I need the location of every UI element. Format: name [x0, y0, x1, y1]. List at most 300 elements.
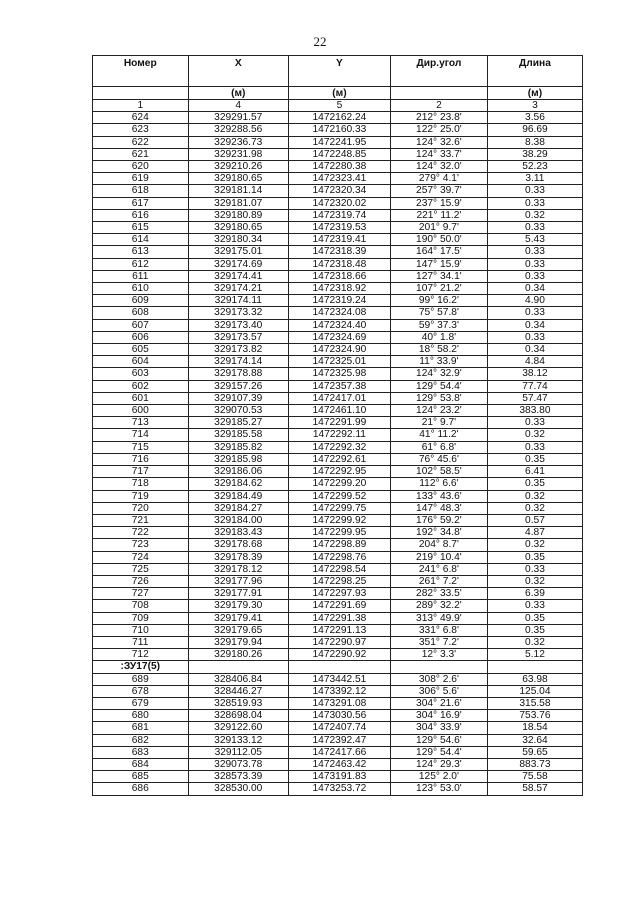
- cell-y: 1472292.95: [288, 466, 390, 478]
- cell-length: 0.35: [487, 478, 582, 490]
- cell-x: 329157.26: [188, 380, 288, 392]
- cell-number: 678: [93, 685, 189, 697]
- cell-length: 57.47: [487, 392, 582, 404]
- cell-x: 329177.96: [188, 575, 288, 587]
- cell-length: 0.32: [487, 636, 582, 648]
- cell-x: 329181.07: [188, 197, 288, 209]
- cell-x: 328530.00: [188, 783, 288, 795]
- cell-direction-angle: 107° 21.2': [390, 283, 487, 295]
- cell-y: 1472291.38: [288, 612, 390, 624]
- cell-y: 1472298.25: [288, 575, 390, 587]
- cell-x: 329073.78: [188, 758, 288, 770]
- cell-length: 38.29: [487, 148, 582, 160]
- cell-direction-angle: 279° 4.1': [390, 173, 487, 185]
- cell-y: 1472325.01: [288, 356, 390, 368]
- cell-direction-angle: 124° 32.6': [390, 136, 487, 148]
- cell-direction-angle: 289° 32.2': [390, 600, 487, 612]
- cell-y: 1472324.08: [288, 307, 390, 319]
- cell-number: 684: [93, 758, 189, 770]
- table-row: [93, 136, 583, 148]
- cell-length: 0.33: [487, 197, 582, 209]
- header-length: Длина: [487, 56, 582, 87]
- cell-length: 96.69: [487, 124, 582, 136]
- cell-length: 0.33: [487, 246, 582, 258]
- cell-y: 1472297.93: [288, 588, 390, 600]
- cell-x: 329185.82: [188, 441, 288, 453]
- table-row: [93, 673, 583, 685]
- cell-direction-angle: 308° 2.6': [390, 673, 487, 685]
- table-row: [93, 783, 583, 795]
- cell-x: 329173.57: [188, 331, 288, 343]
- cell-direction-angle: 190° 50.0': [390, 234, 487, 246]
- table-row: [93, 246, 583, 258]
- cell-x: 328519.93: [188, 697, 288, 709]
- cell-x: 329122.60: [188, 722, 288, 734]
- table-row: [93, 161, 583, 173]
- cell-number: 623: [93, 124, 189, 136]
- cell-y: 1473392.12: [288, 685, 390, 697]
- cell-number: 615: [93, 222, 189, 234]
- cell-direction-angle: 124° 29.3': [390, 758, 487, 770]
- cell-direction-angle: 257° 39.7': [390, 185, 487, 197]
- table-row: [93, 563, 583, 575]
- cell-direction-angle: 12° 3.3': [390, 649, 487, 661]
- table-row: [93, 197, 583, 209]
- cell-length: 63.98: [487, 673, 582, 685]
- header-number: Номер: [93, 56, 189, 87]
- cell-x: 329133.12: [188, 734, 288, 746]
- table-row: [93, 112, 583, 124]
- cell-y: 1472291.99: [288, 417, 390, 429]
- cell-number: 613: [93, 246, 189, 258]
- cell-length: 8.38: [487, 136, 582, 148]
- cell-direction-angle: 59° 37.3': [390, 319, 487, 331]
- header-x: X: [188, 56, 288, 87]
- cell-y: 1472291.13: [288, 624, 390, 636]
- cell-direction-angle: 99° 16.2': [390, 295, 487, 307]
- cell-y: 1472320.34: [288, 185, 390, 197]
- table-row: [93, 209, 583, 221]
- cell-direction-angle: 112° 6.6': [390, 478, 487, 490]
- cell-number: 624: [93, 112, 189, 124]
- cell-direction-angle: 41° 11.2': [390, 429, 487, 441]
- cell-length: 32.64: [487, 734, 582, 746]
- cell-number: 607: [93, 319, 189, 331]
- cell-y: 1472318.48: [288, 258, 390, 270]
- cell-number: 617: [93, 197, 189, 209]
- cell-x: 329070.53: [188, 405, 288, 417]
- cell-y: 1472324.90: [288, 344, 390, 356]
- cell-x: 329184.62: [188, 478, 288, 490]
- cell-direction-angle: 124° 33.7': [390, 148, 487, 160]
- cell-length: 0.35: [487, 612, 582, 624]
- cell-number: 680: [93, 710, 189, 722]
- cell-x: 329112.05: [188, 746, 288, 758]
- cell-y: 1472417.01: [288, 392, 390, 404]
- cell-length: 75.58: [487, 771, 582, 783]
- cell-x: 329210.26: [188, 161, 288, 173]
- cell-number: 719: [93, 490, 189, 502]
- cell-length: 0.32: [487, 502, 582, 514]
- table-row: [93, 466, 583, 478]
- table-row: [93, 392, 583, 404]
- table-row: [93, 575, 583, 587]
- table-row: [93, 417, 583, 429]
- cell-number: 620: [93, 161, 189, 173]
- cell-number: 622: [93, 136, 189, 148]
- cell-x: 329178.39: [188, 551, 288, 563]
- table-row: [93, 612, 583, 624]
- cell-y: 1472290.97: [288, 636, 390, 648]
- cell-direction-angle: 18° 58.2': [390, 344, 487, 356]
- cell-direction-angle: 164° 17.5': [390, 246, 487, 258]
- cell-x: 329178.12: [188, 563, 288, 575]
- table-row: [93, 771, 583, 783]
- cell-x: 329178.88: [188, 368, 288, 380]
- table-row: [93, 588, 583, 600]
- cell-direction-angle: 351° 7.2': [390, 636, 487, 648]
- cell-number: 679: [93, 697, 189, 709]
- cell-length: 0.34: [487, 344, 582, 356]
- cell-x: 329174.14: [188, 356, 288, 368]
- cell-number: 711: [93, 636, 189, 648]
- table-row: [93, 368, 583, 380]
- cell-y: 5: [288, 100, 390, 112]
- table-row: [93, 697, 583, 709]
- cell-number: 725: [93, 563, 189, 575]
- cell-length: 0.34: [487, 283, 582, 295]
- cell-number: 600: [93, 405, 189, 417]
- table-row: [93, 331, 583, 343]
- cell-x: 329174.69: [188, 258, 288, 270]
- table-row: [93, 222, 583, 234]
- table-row: [93, 746, 583, 758]
- cell-y: 1472325.98: [288, 368, 390, 380]
- cell-length: 6.41: [487, 466, 582, 478]
- cell-length: 5.12: [487, 649, 582, 661]
- table-row: [93, 758, 583, 770]
- cell-direction-angle: 219° 10.4': [390, 551, 487, 563]
- cell-y: 1472160.33: [288, 124, 390, 136]
- cell-direction-angle: 204° 8.7': [390, 539, 487, 551]
- table-row: [93, 502, 583, 514]
- cell-y: 1472320.02: [288, 197, 390, 209]
- table-row: [93, 429, 583, 441]
- table-row: [93, 685, 583, 697]
- cell-length: 383.80: [487, 405, 582, 417]
- cell-direction-angle: 237° 15.9': [390, 197, 487, 209]
- cell-y: 1472417.66: [288, 746, 390, 758]
- cell-direction-angle: 261° 7.2': [390, 575, 487, 587]
- cell-direction-angle: 124° 32.0': [390, 161, 487, 173]
- cell-direction-angle: 129° 54.4': [390, 380, 487, 392]
- cell-y: 1472162.24: [288, 112, 390, 124]
- cell-number: 722: [93, 527, 189, 539]
- cell-y: 1472280.38: [288, 161, 390, 173]
- cell-x: 329185.98: [188, 453, 288, 465]
- page-number: 22: [313, 34, 327, 49]
- cell-y: 1472319.41: [288, 234, 390, 246]
- cell-number: 609: [93, 295, 189, 307]
- cell-x: 329231.98: [188, 148, 288, 160]
- cell-length: 0.34: [487, 319, 582, 331]
- table-row: [93, 624, 583, 636]
- header-y: Y: [288, 56, 390, 87]
- cell-x: 329184.27: [188, 502, 288, 514]
- cell-direction-angle: 304° 33.9': [390, 722, 487, 734]
- cell-y: 1472318.39: [288, 246, 390, 258]
- cell-x: 329179.94: [188, 636, 288, 648]
- table-row: [93, 722, 583, 734]
- table-row: [93, 307, 583, 319]
- cell-x: 329291.57: [188, 112, 288, 124]
- header-direction-angle: Дир.угол: [390, 56, 487, 87]
- cell-x: 329180.34: [188, 234, 288, 246]
- cell-direction-angle: 123° 53.0': [390, 783, 487, 795]
- empty-cell: [188, 661, 288, 673]
- cell-length: 3: [487, 100, 582, 112]
- cell-x: 329184.00: [188, 514, 288, 526]
- cell-x: 328573.39: [188, 771, 288, 783]
- cell-length: 18.54: [487, 722, 582, 734]
- cell-x: 328406.84: [188, 673, 288, 685]
- cell-y: 1472463.42: [288, 758, 390, 770]
- section-label: :ЗУ17(5): [93, 661, 189, 673]
- cell-direction-angle: 122° 25.0': [390, 124, 487, 136]
- table-row: [93, 490, 583, 502]
- cell-number: 715: [93, 441, 189, 453]
- cell-direction-angle: 212° 23.8': [390, 112, 487, 124]
- cell-length: 38.12: [487, 368, 582, 380]
- cell-length: 0.33: [487, 307, 582, 319]
- cell-length: 4.90: [487, 295, 582, 307]
- cell-number: 710: [93, 624, 189, 636]
- cell-number: 603: [93, 368, 189, 380]
- cell-direction-angle: 304° 16.9': [390, 710, 487, 722]
- cell-direction-angle: 102° 58.5': [390, 466, 487, 478]
- cell-x: 329174.41: [188, 270, 288, 282]
- cell-x: 329173.82: [188, 344, 288, 356]
- cell-x: 329288.56: [188, 124, 288, 136]
- cell-length: 58.57: [487, 783, 582, 795]
- cell-length: 0.33: [487, 258, 582, 270]
- cell-y: 1472299.75: [288, 502, 390, 514]
- cell-length: 77.74: [487, 380, 582, 392]
- cell-number: 606: [93, 331, 189, 343]
- cell-x: 329178.68: [188, 539, 288, 551]
- table-row: [93, 600, 583, 612]
- cell-number: 718: [93, 478, 189, 490]
- cell-y: 1472324.40: [288, 319, 390, 331]
- cell-number: 610: [93, 283, 189, 295]
- cell-number: 619: [93, 173, 189, 185]
- cell-length: 0.32: [487, 209, 582, 221]
- cell-number: 621: [93, 148, 189, 160]
- cell-y: 1472319.74: [288, 209, 390, 221]
- cell-number: 713: [93, 417, 189, 429]
- table-row: [93, 319, 583, 331]
- cell-y: 1472461.10: [288, 405, 390, 417]
- table-row: [93, 478, 583, 490]
- cell-number: 605: [93, 344, 189, 356]
- cell-number: 681: [93, 722, 189, 734]
- cell-x: 329173.40: [188, 319, 288, 331]
- cell-number: 618: [93, 185, 189, 197]
- table-row: [93, 124, 583, 136]
- cell-length: 0.35: [487, 624, 582, 636]
- cell-direction-angle: 21° 9.7': [390, 417, 487, 429]
- cell-y: 1472290.92: [288, 649, 390, 661]
- empty-cell: [487, 661, 582, 673]
- cell-x: 329180.65: [188, 222, 288, 234]
- cell-x: 329183.43: [188, 527, 288, 539]
- cell-number: 714: [93, 429, 189, 441]
- cell-number: 608: [93, 307, 189, 319]
- cell-direction-angle: 306° 5.6': [390, 685, 487, 697]
- cell-direction-angle: 221° 11.2': [390, 209, 487, 221]
- cell-length: 0.33: [487, 331, 582, 343]
- cell-number: 686: [93, 783, 189, 795]
- cell-number: 723: [93, 539, 189, 551]
- cell-x: 329184.49: [188, 490, 288, 502]
- cell-length: 6.39: [487, 588, 582, 600]
- cell-number: 1: [93, 100, 189, 112]
- cell-y: 1472292.61: [288, 453, 390, 465]
- table-row: [93, 539, 583, 551]
- cell-x: 329180.89: [188, 209, 288, 221]
- table-row: [93, 234, 583, 246]
- cell-direction-angle: 124° 23.2': [390, 405, 487, 417]
- cell-number: 709: [93, 612, 189, 624]
- cell-y: 1472319.53: [288, 222, 390, 234]
- cell-x: 329236.73: [188, 136, 288, 148]
- cell-x: 329180.65: [188, 173, 288, 185]
- cell-length: 0.33: [487, 270, 582, 282]
- cell-direction-angle: 129° 54.4': [390, 746, 487, 758]
- table-row: [93, 405, 583, 417]
- cell-x: 329174.11: [188, 295, 288, 307]
- table-row: [93, 710, 583, 722]
- cell-direction-angle: 124° 32.9': [390, 368, 487, 380]
- cell-number: 726: [93, 575, 189, 587]
- cell-length: 315.58: [487, 697, 582, 709]
- cell-x: 329179.41: [188, 612, 288, 624]
- cell-direction-angle: 192° 34.8': [390, 527, 487, 539]
- cell-x: 328698.04: [188, 710, 288, 722]
- cell-number: 716: [93, 453, 189, 465]
- cell-length: 0.33: [487, 441, 582, 453]
- cell-direction-angle: 304° 21.6': [390, 697, 487, 709]
- cell-length: 0.33: [487, 417, 582, 429]
- cell-y: 1473030.56: [288, 710, 390, 722]
- cell-x: 329175.01: [188, 246, 288, 258]
- cell-y: 1473442.51: [288, 673, 390, 685]
- table-row: [93, 527, 583, 539]
- unit-x: (м): [188, 87, 288, 100]
- cell-number: 720: [93, 502, 189, 514]
- cell-number: 727: [93, 588, 189, 600]
- table-row: [93, 344, 583, 356]
- cell-y: 1472298.76: [288, 551, 390, 563]
- table-body: [93, 100, 583, 796]
- cell-y: 1472318.66: [288, 270, 390, 282]
- cell-length: 0.33: [487, 185, 582, 197]
- cell-y: 1472292.11: [288, 429, 390, 441]
- table-row: [93, 453, 583, 465]
- cell-x: 329177.91: [188, 588, 288, 600]
- cell-x: 329174.21: [188, 283, 288, 295]
- cell-x: 329173.32: [188, 307, 288, 319]
- table-row: [93, 283, 583, 295]
- cell-x: 329186.06: [188, 466, 288, 478]
- cell-length: 0.32: [487, 575, 582, 587]
- cell-number: 685: [93, 771, 189, 783]
- cell-length: 3.56: [487, 112, 582, 124]
- cell-y: 1473191.83: [288, 771, 390, 783]
- cell-direction-angle: 313° 49.9': [390, 612, 487, 624]
- cell-y: 1472299.95: [288, 527, 390, 539]
- header-row: [93, 56, 583, 87]
- cell-length: 3.11: [487, 173, 582, 185]
- cell-length: 4.84: [487, 356, 582, 368]
- cell-length: 0.33: [487, 600, 582, 612]
- cell-x: 329180.26: [188, 649, 288, 661]
- cell-length: 883.73: [487, 758, 582, 770]
- cell-number: 689: [93, 673, 189, 685]
- table-row: [93, 649, 583, 661]
- cell-length: 59.65: [487, 746, 582, 758]
- cell-x: 329179.30: [188, 600, 288, 612]
- cell-y: 1472299.92: [288, 514, 390, 526]
- table-row: [93, 380, 583, 392]
- cell-y: 1472248.85: [288, 148, 390, 160]
- cell-number: 601: [93, 392, 189, 404]
- cell-length: 0.35: [487, 551, 582, 563]
- cell-direction-angle: 11° 33.9': [390, 356, 487, 368]
- unit-length: (м): [487, 87, 582, 100]
- cell-y: 1472324.69: [288, 331, 390, 343]
- cell-number: 604: [93, 356, 189, 368]
- cell-length: 0.32: [487, 539, 582, 551]
- cell-y: 1472407.74: [288, 722, 390, 734]
- cell-y: 1472299.52: [288, 490, 390, 502]
- cell-x: 329179.65: [188, 624, 288, 636]
- cell-x: 328446.27: [188, 685, 288, 697]
- unit-direction-angle: [390, 87, 487, 100]
- cell-direction-angle: 133° 43.6': [390, 490, 487, 502]
- table-row: [93, 270, 583, 282]
- cell-y: 1473291.08: [288, 697, 390, 709]
- cell-number: 708: [93, 600, 189, 612]
- table-row: [93, 185, 583, 197]
- table-row: [93, 173, 583, 185]
- cell-length: 5.43: [487, 234, 582, 246]
- cell-direction-angle: 127° 34.1': [390, 270, 487, 282]
- cell-direction-angle: 40° 1.8': [390, 331, 487, 343]
- cell-direction-angle: 176° 59.2': [390, 514, 487, 526]
- cell-y: 1472292.32: [288, 441, 390, 453]
- cell-direction-angle: 331° 6.8': [390, 624, 487, 636]
- empty-cell: [390, 661, 487, 673]
- cell-y: 1473253.72: [288, 783, 390, 795]
- cell-direction-angle: 75° 57.8': [390, 307, 487, 319]
- cell-x: 329107.39: [188, 392, 288, 404]
- cell-y: 1472319.24: [288, 295, 390, 307]
- unit-y: (м): [288, 87, 390, 100]
- cell-length: 0.35: [487, 453, 582, 465]
- cell-y: 1472291.69: [288, 600, 390, 612]
- cell-number: 602: [93, 380, 189, 392]
